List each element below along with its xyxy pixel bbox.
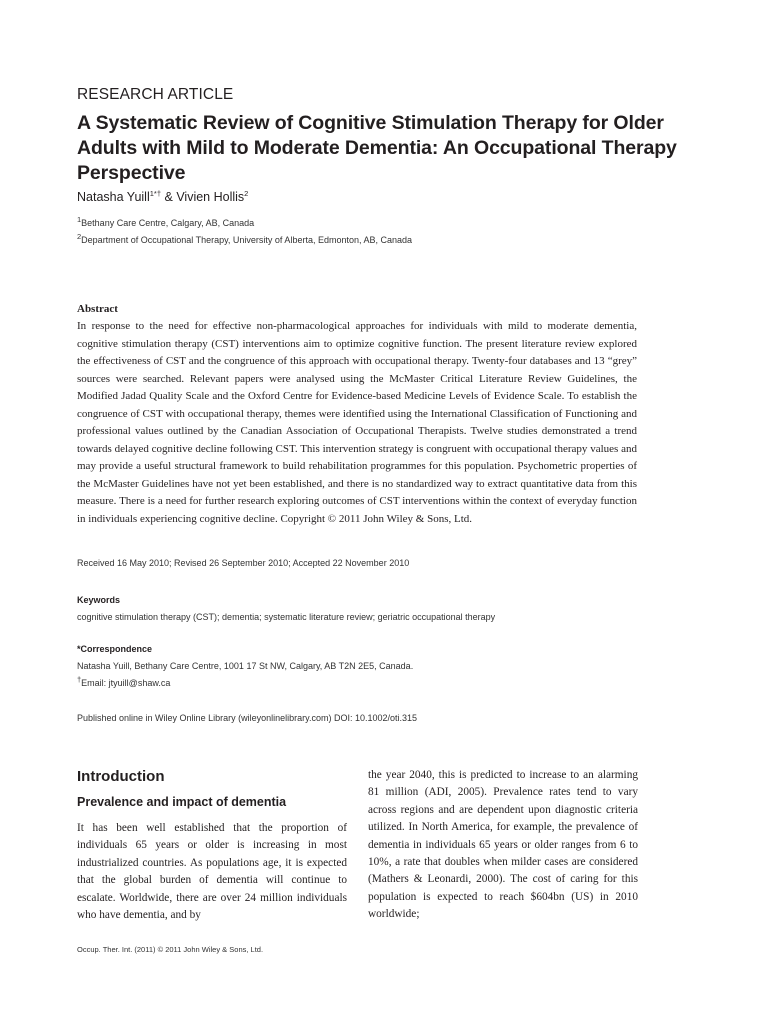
keywords-text: cognitive stimulation therapy (CST); dementia; systematic literature review; geriatric occupational therapy (77, 612, 496, 622)
author-name: Vivien Hollis (176, 190, 245, 204)
email-mark: † (77, 675, 82, 684)
affiliation (77, 215, 255, 228)
article-title: A Systematic Review of Cognitive Stimulation Therapy for Older Adults with Mild to Moderate Dementia: An Occupational Therapy Perspective (77, 112, 677, 184)
email-text: Email: jtyuill@shaw.ca (81, 678, 171, 688)
body-right-column: the year 2040, this is predicted to increase to an alarming 81 million (ADI, 2005). Prevalence rates tend to vary across regions and are dependent upon diagnostic criteria utilized. In North America, for example, the prevalence of dementia in individuals 65 years or older ranges from 6 to 10%, a rate that doubles when milder cases are considered (Mathers & Leonardi, 2000). The cost of caring for this population is expected to reach $604bn (US) in 2010 worldwide; (368, 769, 638, 921)
author-marks: 1*† (149, 188, 162, 198)
correspondence-heading: *Correspondence (77, 644, 153, 654)
published-doi: Published online in Wiley Online Library (wileyonlinelibrary.com) DOI: 10.1002/oti.315 (77, 713, 417, 723)
subsection-heading: Prevalence and impact of dementia (77, 795, 287, 809)
article-type-label: RESEARCH ARTICLE (77, 86, 234, 103)
correspondence-email (77, 675, 171, 688)
affiliation-mark: 1 (77, 215, 82, 224)
correspondence-address: Natasha Yuill, Bethany Care Centre, 1001 17 St NW, Calgary, AB T2N 2E5, Canada. (77, 661, 414, 671)
body-left-column: It has been well established that the proportion of individuals 65 years or older is increasing in most industrialized countries. As populations age, it is expected that the global burden of dementia will continue to escalate. Worldwide, there are over 24 million individuals who have dementia, and by (77, 822, 347, 922)
author-marks: 2 (244, 188, 249, 198)
received-dates: Received 16 May 2010; Revised 26 September 2010; Accepted 22 November 2010 (77, 558, 410, 568)
abstract-heading: Abstract (77, 303, 118, 315)
author-name: Natasha Yuill (77, 190, 150, 204)
affiliation-mark: 2 (77, 232, 82, 241)
journal-footer: Occup. Ther. Int. (2011) © 2011 John Wiley & Sons, Ltd. (77, 945, 264, 954)
keywords-heading: Keywords (77, 595, 121, 605)
affiliation-text: Bethany Care Centre, Calgary, AB, Canada (81, 218, 255, 228)
abstract-text: In response to the need for effective non-pharmacological approaches for individuals with mild to moderate dementia, cognitive stimulation therapy (CST) interventions aim to optimize cognitive function. The present literature review explored the effectiveness of CST and the congruence of this approach with occupational therapy. Twenty-four databases and 13 “grey” sources were searched. Relevant papers were analysed using the McMaster Critical Literature Review Guidelines, the Modified Jadad Quality Scale and the Oxford Centre for Evidence-based Medicine Levels of Evidence Scale. To establish the congruence of CST with occupational therapy, themes were identified using the International Classification of Functioning and professional values outlined by the Canadian Association of Occupational Therapists. Twelve studies demonstrated a trend towards delayed cognitive decline following CST. This intervention strategy is congruent with occupational therapy values and may provide a useful structural framework to build rehabilitation programmes for this population. Psychometric properties of the McMaster Guidelines have not yet been established, and there is no standardized way to extract quantitative data from this measure. There is a need for further research exploring outcomes of CST interventions within the context of everyday function in individuals experiencing cognitive decline. Copyright © 2011 John Wiley & Sons, Ltd. (77, 320, 637, 525)
author-line (77, 190, 248, 204)
author-separator: & (161, 190, 177, 204)
affiliation (77, 232, 413, 245)
introduction-heading: Introduction (77, 768, 165, 785)
affiliation-text: Department of Occupational Therapy, University of Alberta, Edmonton, AB, Canada (81, 235, 413, 245)
